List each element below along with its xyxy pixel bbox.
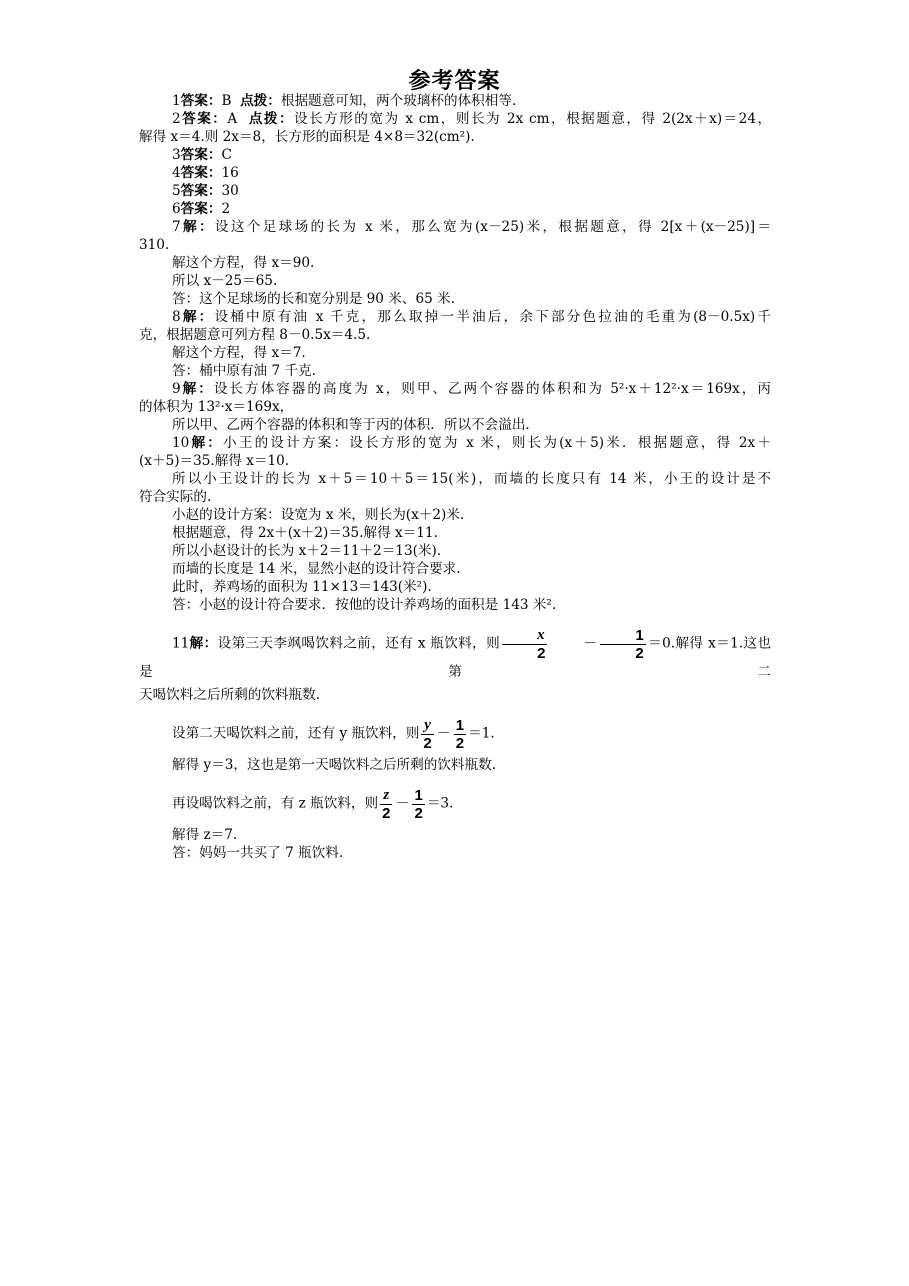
answer-7-line5: 答：这个足球场的长和宽分别是 90 米、65 米.	[172, 291, 455, 307]
answer-9	[139, 380, 771, 398]
question-number: 6	[172, 201, 181, 217]
answer-11-line7: 答：妈妈一共买了 7 瓶饮料.	[172, 845, 344, 861]
var-x: x	[537, 627, 545, 643]
hint-text-b: ，则长为	[439, 111, 502, 127]
answer-label: 答案：	[180, 93, 222, 109]
hint-text-2xcm: 2x cm	[506, 111, 550, 127]
solution-label: 解：	[180, 309, 215, 325]
fraction-numerator: 1	[600, 627, 645, 645]
answer-7-line3: 解这个方程，得 x＝90.	[172, 255, 315, 271]
fraction-denominator: 2	[423, 735, 432, 752]
answer-label: 答案：	[180, 111, 228, 127]
answer-11-line6: 解得 z＝7.	[172, 827, 238, 843]
fraction-numerator	[421, 716, 433, 735]
question-number: 9	[172, 381, 181, 397]
answer-10-line9: 此时，养鸡场的面积为 11×13＝143(米²).	[172, 579, 432, 595]
fraction-1-over-2	[454, 717, 466, 752]
solution-text: 设这个足球场的长为 x 米，那么宽为(x－25)米，根据题意，得 2[x＋(x－25)]＝	[214, 219, 771, 235]
solution-text: 设桶中原有油 x 千克，那么取掉一半油后，余下部分色拉油的毛重为(8－0.5x)千	[214, 309, 771, 325]
fraction-z-over-2	[380, 786, 392, 822]
answer-5	[139, 182, 771, 200]
solution-text: 设长方体容器的高度为 x，则甲、乙两个容器的体积和为 5²·x＋12²·x＝169x，丙	[213, 381, 771, 397]
minus-sign: －	[395, 796, 410, 812]
answer-10-line10: 答：小赵的设计符合要求．按他的设计养鸡场的面积是 143 米².	[172, 597, 557, 613]
answer-10-line3: 所以小王设计的长为 x＋5＝10＋5＝15(米)，而墙的长度只有 14 米，小王的设计是不	[172, 471, 771, 487]
fraction-denominator: 2	[455, 734, 465, 752]
answer-4	[139, 164, 771, 182]
answer-10-line6: 根据题意，得 2x＋(x＋2)＝35.解得 x＝11.	[172, 525, 438, 541]
answer-11-line5	[139, 786, 771, 822]
question-number: 5	[172, 183, 181, 199]
answer-11-line2: 天喝饮料之后所剩的饮料瓶数.	[139, 687, 321, 703]
question-number: 10	[172, 435, 190, 451]
solution-label: 解：	[189, 635, 218, 652]
page-title: 参考答案	[408, 69, 501, 94]
hint-text-a: 设长方形的宽为	[294, 111, 400, 127]
solution-label: 解：	[180, 381, 214, 397]
answer-2-line2: 解得 x＝4.则 2x＝8，长方形的面积是 4×8＝32(cm²).	[139, 129, 475, 145]
hint-label: 点拨：	[248, 111, 295, 127]
answer-10-line2: (x＋5)＝35.解得 x＝10.	[139, 453, 290, 469]
solution-text: 设第二天喝饮料之前，还有 y 瓶饮料，则	[172, 725, 420, 742]
answer-11	[139, 626, 771, 682]
solution-label: 解：	[189, 435, 224, 451]
minus-sign: －	[583, 636, 598, 652]
answer-1	[139, 92, 771, 110]
fraction-numerator	[502, 626, 547, 645]
answer-label: 答案：	[180, 165, 222, 181]
fraction-y-over-2	[421, 716, 433, 752]
fraction-denominator: 2	[382, 805, 391, 822]
var-y: y	[424, 717, 431, 733]
question-number: 8	[172, 309, 181, 325]
answer-8-line2: 克，根据题意可列方程 8－0.5x＝4.5.	[139, 327, 371, 343]
answer-value: 2	[221, 201, 231, 217]
solution-text: 设第三天李飒喝饮料之前，还有 x 瓶饮料，则	[217, 635, 501, 652]
answer-7-line2: 310.	[139, 237, 170, 253]
fraction-1-over-2	[412, 787, 424, 822]
answer-9-line3: 所以甲、乙两个容器的体积和等于丙的体积．所以不会溢出.	[172, 417, 530, 433]
answer-label: 答案：	[180, 147, 222, 163]
answer-10-line5: 小赵的设计方案：设宽为 x 米，则长为(x＋2)米.	[172, 507, 465, 523]
answer-2	[139, 110, 771, 128]
fraction-numerator	[380, 786, 392, 805]
answer-label: 答案：	[180, 201, 222, 217]
answer-content	[139, 92, 771, 862]
fraction-denominator: 2	[537, 645, 546, 662]
question-number: 7	[172, 219, 181, 235]
answer-9-line2: 的体积为 13²·x＝169x，	[139, 399, 294, 415]
answer-value: C	[221, 147, 232, 163]
fraction-1-over-2	[600, 627, 645, 662]
answer-10-line8: 而墙的长度是 14 米，显然小赵的设计符合要求.	[172, 561, 461, 577]
answer-value: B	[221, 93, 232, 109]
answer-8	[139, 308, 771, 326]
question-number: 3	[172, 147, 181, 163]
answer-8-line4: 答：桶中原有油 7 千克.	[172, 363, 316, 379]
answer-10-line7: 所以小赵设计的长为 x＋2＝11＋2＝13(米).	[172, 543, 442, 559]
hint-text-c: ，根据题意，得 2(2x＋x)＝24，	[549, 111, 772, 127]
solution-text: 小王的设计方案：设长方形的宽为 x 米，则长为(x＋5)米．根据题意，得 2x＋	[223, 435, 771, 451]
fraction-x-over-2	[502, 626, 547, 662]
fraction-numerator: 1	[414, 786, 423, 804]
answer-11-line3	[139, 716, 771, 752]
solution-text-post: ＝1.	[468, 725, 495, 742]
answer-label: 答案：	[180, 183, 222, 199]
question-number: 11	[172, 635, 190, 652]
solution-text: 再设喝饮料之前，有 z 瓶饮料，则	[172, 795, 379, 812]
solution-text-post: ＝3.	[426, 795, 454, 812]
minus-sign: －	[436, 726, 451, 742]
hint-text-xcm: x cm	[405, 111, 440, 127]
answer-3	[139, 146, 771, 164]
question-number: 1	[172, 93, 181, 109]
solution-label: 解：	[180, 219, 215, 235]
hint-text: 根据题意可知，两个玻璃杯的体积相等.	[280, 93, 517, 109]
var-z: z	[383, 787, 390, 803]
question-number: 4	[172, 165, 181, 181]
hint-label: 点拨：	[240, 93, 281, 109]
answer-10-line4: 符合实际的.	[139, 489, 212, 505]
solution-text-post: ＝0.解得 x＝1.这也是第二	[139, 635, 771, 680]
answer-8-line3: 解这个方程，得 x＝7.	[172, 345, 306, 361]
answer-7	[139, 218, 771, 236]
answer-value: A	[227, 111, 238, 127]
answer-11-line4: 解得 y＝3，这也是第一天喝饮料之后所剩的饮料瓶数.	[172, 757, 497, 773]
question-number: 2	[172, 111, 181, 127]
answer-6	[139, 200, 771, 218]
fraction-numerator: 1	[455, 716, 465, 734]
answer-10	[139, 434, 771, 452]
answer-value: 16	[221, 165, 239, 181]
fraction-denominator: 2	[414, 804, 423, 822]
answer-7-line4: 所以 x－25＝65.	[172, 273, 278, 289]
answer-value: 30	[221, 183, 239, 199]
fraction-denominator: 2	[635, 644, 644, 662]
